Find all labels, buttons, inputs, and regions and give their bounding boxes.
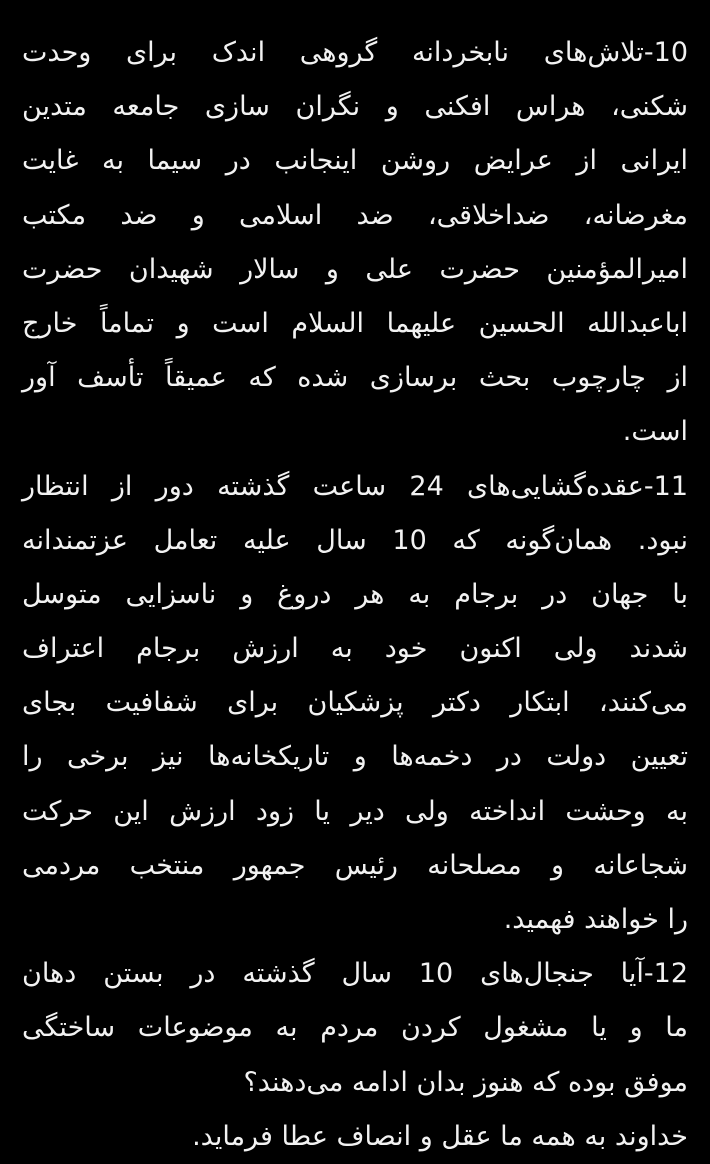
point-11-line-2: نبود. همان‌گونه که 10 سال علیه تعامل عزتمندانه: [22, 524, 688, 556]
point-10-line-2: شکنی، هراس افکنی و نگران سازی جامعه متدین: [22, 91, 688, 123]
point-12-line-3: موفق بوده که هنوز بدان ادامه می‌دهند؟: [243, 1066, 688, 1098]
point-11-line-9: را خواهند فهمید.: [503, 904, 688, 935]
point-12-line-2: ما و یا مشغول کردن مردم به موضوعات ساختگی: [22, 1012, 688, 1044]
point-11-line-3: با جهان در برجام به هر دروغ و ناسزایی متوسل: [22, 578, 688, 610]
point-10-line-5: امیرالمؤمنین حضرت علی و سالار شهیدان حضرت: [22, 253, 688, 285]
point-11-line-8: شجاعانه و مصلحانه رئیس جمهور منتخب مردمی: [22, 849, 688, 881]
point-10-line-8: است.: [622, 416, 688, 448]
point-11-line-6: تعیین دولت در دخمه‌ها و تاریکخانه‌ها نیز برخی را: [22, 741, 688, 773]
point-10-line-1: 10-تلاش‌های نابخردانه گروهی اندک برای وحدت: [22, 37, 688, 68]
point-10-line-3: ایرانی از عرایض روشن اینجانب در سیما به غایت: [22, 145, 688, 177]
point-10-line-6: اباعبدالله الحسین علیهما السلام است و تماماً خارج: [22, 307, 688, 339]
point-11-line-1: 11-عقده‌گشایی‌های 24 ساعت گذشته دور از انتظار: [22, 470, 689, 502]
point-11-line-4: شدند ولی اکنون خود به ارزش برجام اعتراف: [22, 633, 688, 665]
point-10-line-7: از چارچوب بحث برسازی شده که عمیقاً تأسف آور: [22, 362, 688, 394]
point-11-line-5: می‌کنند، ابتکار دکتر پزشکیان برای شفافیت بجای: [22, 687, 688, 719]
point-11-line-7: به وحشت انداخته ولی دیر یا زود ارزش این حرکت: [22, 795, 688, 827]
closing-line: خداوند به همه ما عقل و انصاف عطا فرماید.: [192, 1120, 688, 1152]
point-10-line-4: مغرضانه، ضداخلاقی، ضد اسلامی و ضد مکتب: [22, 199, 688, 231]
point-12-line-1: 12-آیا جنجال‌های 10 سال گذشته در بستن دهان: [22, 958, 688, 990]
statement-text: [22, 26, 688, 1164]
